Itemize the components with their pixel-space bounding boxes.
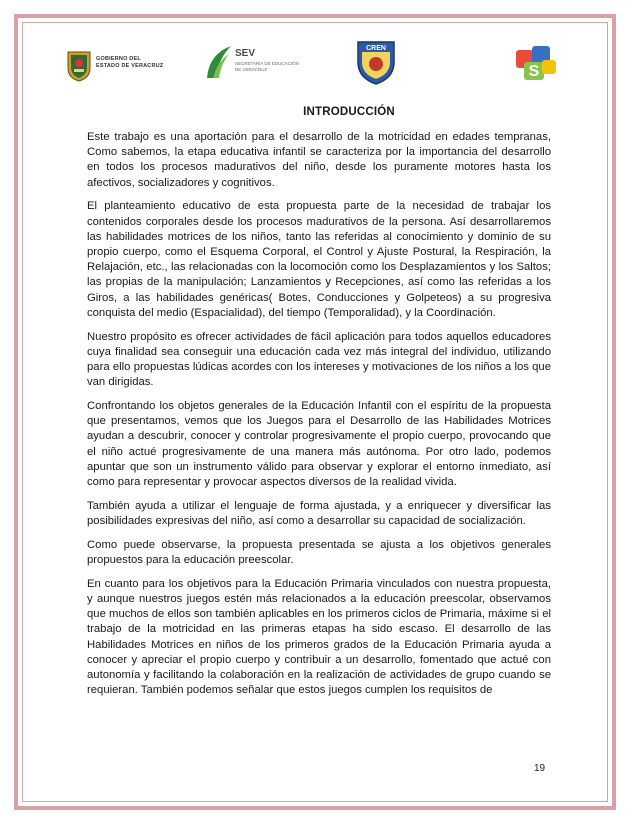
paragraph-6: Como puede observarse, la propuesta presentada se ajusta a los objetivos generales propuestos para la educación preescolar. [87, 538, 551, 567]
sev-leaf-icon [205, 44, 233, 80]
header-logos [60, 38, 580, 90]
sev-logo-subtext: SECRETARÍA DE EDUCACIÓN DE VERACRUZ [235, 61, 299, 72]
veracruz-government-logo [66, 50, 226, 84]
paragraph-7: En cuanto para los objetivos para la Educación Primaria vinculados con nuestra propuesta, y aunque nuestros juegos estén más relacionados a la educación preescolar, observamos que muchos de ellos son también aplicables en los primeros ciclos de Primaria, máxime si el trabajo de la motricidad en las primeras etapas ha sido escaso. El desarrollo de las Habilidades Motrices en niños de los primeros grados de la Educación Primaria ayuda a conocer y apreciar el propio cuerpo y contribuir a un desarrollo, fomentado que actué con autonomía y facilitando la colaboración en la realización de actividades de grupo cuando se requieran. También podemos señalar que estos juegos cumplen los requisitos de [87, 577, 551, 697]
paragraph-2: El planteamiento educativo de esta propuesta parte de la necesidad de trabajar los contenidos corporales desde los procesos madurativos de la persona. Así desarrollaremos las habilidades motrices de los niños, tanto las referidas al conocimiento y dominio de su propio cuerpo, como el Esquema Corporal, el Control y Ajuste Postural, la Respiración, la Relajación, etc., las relacionadas con la locomoción como los Desplazamientos y los Saltos; las propias de la manipulación; Lanzamientos y Recepciones, así como las referidas a los Giros, a las habilidades genéricas( Botes, Conducciones y Golpeteos) a su progresiva conquista del medio (Espacialidad), del tiempo (Temporalidad), y la Coordinación. [87, 200, 551, 319]
page-number: 19 [534, 763, 546, 774]
page-title: INTRODUCCIÓN [303, 106, 395, 118]
paragraph-3: Nuestro propósito es ofrecer actividades de fácil aplicación para todos aquellos educadores cuya finalidad sea conseguir una educación cada vez más integral del individuo, utilizando para ello propuestas lúdicas acordes con los intereses y motivaciones de los niños a los que van dirigidas. [87, 330, 551, 389]
cren-shield-icon [352, 38, 400, 86]
veracruz-crest-icon [66, 50, 92, 82]
document-body [87, 106, 551, 707]
sev-logo-text: SEV [235, 48, 256, 59]
paragraph-1: Este trabajo es una aportación para el desarrollo de la motricidad en edades tempranas, Como sabemos, la etapa educativa infantil se caracteriza por la importancia del desarrollo en todos los procesos madurativos del niño, desde los puramente motores hasta los afectivos, socializadores y cognitivos. [87, 131, 551, 189]
svg-text:S: S [528, 63, 540, 80]
paragraph-4: Confrontando los objetos generales de la Educación Infantil con el espíritu de la propuesta que presentamos, vemos que los Juegos para el Desarrollo de las Habilidades Motrices ayudan a descubrir, conocer y controlar progresivamente el propio cuerpo, provocando que el niño actué progresivamente de una manera más autónoma. Por otro lado, podemos apuntar que son un instrumento válido para observar y explorar el entorno inmediato, así como para representar y provocar aspectos diversos de la realidad vivida. [87, 400, 551, 489]
cren-logo-text: CREN [366, 45, 386, 52]
sev-logo [205, 42, 315, 84]
paragraph-5: También ayuda a utilizar el lenguaje de forma ajustada, y a enriquecer y diversificar las posibilidades expresivas del niño, así como a desarrollar su capacidad de socialización. [87, 499, 551, 528]
colorful-s-icon [512, 42, 560, 84]
gov-logo-text: GOBIERNO DEL ESTADO DE VERACRUZ [96, 56, 164, 69]
cren-school-logo [352, 38, 400, 86]
school-s-logo [512, 42, 560, 84]
